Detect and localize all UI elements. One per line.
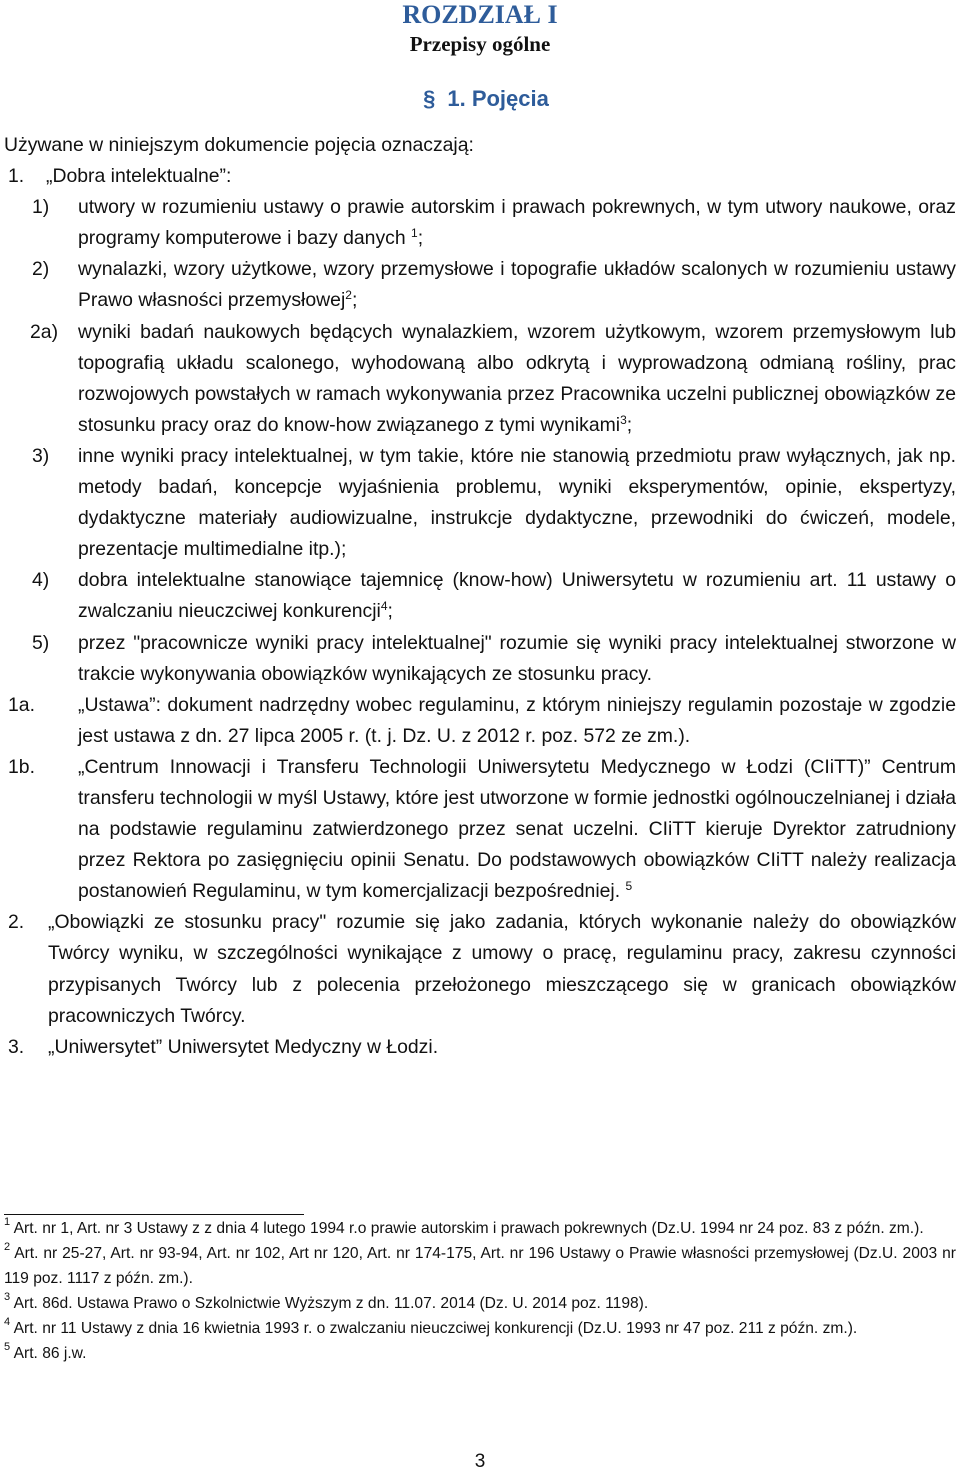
sub-item-3 [32, 441, 956, 565]
item-end: ; [626, 413, 633, 436]
sub-item-4 [32, 565, 956, 627]
item-label: 1) [32, 196, 50, 219]
footnote [4, 1316, 956, 1341]
item-label: 1a. [8, 693, 35, 716]
footnote [4, 1291, 956, 1316]
item-text: utwory w rozumieniu ustawy o prawie autorskim i prawach pokrewnych, w tym utwory naukowe, oraz programy komputerowe i bazy danych [78, 196, 956, 250]
sub-item-5 [32, 628, 956, 690]
footnote-ref: 3 [620, 412, 627, 427]
item-body [78, 254, 956, 316]
section-symbol: § [423, 86, 436, 111]
item-label: 3. [8, 1035, 25, 1058]
item-end: ; [351, 289, 358, 312]
list-item-1 [4, 161, 956, 192]
footnote [4, 1216, 956, 1241]
item-body [78, 752, 956, 907]
chapter-subtitle: Przepisy ogólne [409, 32, 551, 56]
item-end: ; [417, 227, 424, 250]
footnote-text: Art. 86 j.w. [13, 1345, 87, 1362]
item-text: „Centrum Innowacji i Transferu Technologii Uniwersytetu Medycznego w Łodzi (CIiTT)” Centrum transferu technologii w myśl Ustawy, które jest utworzone w formie jednostki ogólnouczelnianej i działa na podstawie regulaminu zatwierdzonego przez senat uczelni. CIiTT kieruje Dyrektor zatrudniony przez Rektora po zasięgnięciu opinii Senatu. Do podstawowych obowiązków CIiTT należy realizacja postanowień Regulaminu, w tym komercjalizacji bezpośredniej. [78, 755, 957, 903]
sub-item-2 [32, 254, 956, 316]
item-text: „Obowiązki ze stosunku pracy" rozumie się jako zadania, których wykonanie należy do obowiązków Twórcy wyniku, w szczególności wynikające z umowy o pracę, regulaminu pracy, zakresu czynności przypisanych Twórcy lub z polecenia przełożonego mieszczącego się w granicach obowiązków pracowniczych Twórcy. [48, 911, 956, 1027]
chapter-title: ROZDZIAŁ I [402, 0, 558, 29]
footnote-ref: 1 [411, 226, 418, 241]
intro-text: Używane w niniejszym dokumencie pojęcia oznaczają: [4, 134, 474, 156]
item-text: „Ustawa”: dokument nadrzędny wobec regulaminu, z którym niniejszy regulamin pozostaje w zgodzie jest ustawa z dn. 27 lipca 2005 r. (t. j. Dz. U. z 2012 r. poz. 572 ze zm.). [78, 693, 956, 747]
footnote-number: 4 [4, 1316, 11, 1328]
item-label: 2) [32, 258, 50, 281]
footnote-ref: 4 [380, 599, 388, 614]
footnotes [4, 1216, 956, 1366]
section-title: 1. Pojęcia [447, 86, 549, 111]
footnote-text: Art. nr 11 Ustawy z dnia 16 kwietnia 1993 r. o zwalczaniu nieuczciwej konkurencji (Dz.U. 1993 nr 47 poz. 211 z późn. zm.). [13, 1320, 858, 1337]
item-end: ; [387, 600, 393, 623]
list-item-1a [4, 690, 956, 752]
sub-item-1 [32, 192, 956, 254]
item-label: 2. [8, 911, 25, 934]
document-body [4, 130, 956, 1063]
item-label: 3) [32, 444, 50, 467]
item-text: „Dobra intelektualne”: [46, 165, 232, 188]
footnote-number: 2 [4, 1241, 11, 1253]
footnote-text: Art. nr 25-27, Art. nr 93-94, Art. nr 102, Art nr 120, Art. nr 174-175, Art. nr 196 Ustawy o Prawie własności przemysłowej (Dz.U. 2003 nr 119 poz. 1117 z późn. zm.). [4, 1245, 956, 1287]
item-text: wynalazki, wzory użytkowe, wzory przemysłowe i topografie układów scalonych w rozumieniu ustawy Prawo własności przemysłowej [78, 258, 956, 312]
footnote-text: Art. nr 1, Art. nr 3 Ustawy z z dnia 4 lutego 1994 r.o prawie autorskim i prawach pokrewnych (Dz.U. 1994 nr 24 poz. 83 z późn. zm.). [13, 1220, 924, 1237]
footnote-number: 1 [4, 1216, 11, 1228]
item-text: „Uniwersytet” Uniwersytet Medyczny w Łodzi. [48, 1035, 439, 1058]
item-text: przez "pracownicze wyniki pracy intelektualnej" rozumie się wyniki pracy intelektualnej stworzone w trakcie wykonywania obowiązków wynikających ze stosunku pracy. [78, 631, 956, 685]
footnote-number: 5 [4, 1341, 11, 1353]
item-text: dobra intelektualne stanowiące tajemnicę (know-how) Uniwersytetu w rozumieniu art. 11 ustawy o zwalczaniu nieuczciwej konkurencji [78, 569, 956, 623]
item-label: 5) [32, 631, 50, 654]
item-body [78, 317, 956, 441]
footnote-ref: 2 [345, 288, 352, 303]
footnote-ref: 5 [625, 879, 633, 894]
item-label: 2a) [30, 320, 59, 343]
footnote [4, 1341, 956, 1366]
footnote [4, 1241, 956, 1291]
item-body [78, 565, 956, 627]
footnote-text: Art. 86d. Ustawa Prawo o Szkolnictwie Wyższym z dn. 11.07. 2014 (Dz. U. 2014 poz. 1198). [13, 1295, 649, 1312]
page-number: 3 [474, 1451, 486, 1472]
item-text: wyniki badań naukowych będących wynalazkiem, wzorem użytkowym, wzorem przemysłowym lub topografią układu scalonego, wyhodowaną albo odkrytą i wyprowadzoną odmianą rośliny, prac rozwojowych powstałych w ramach wykonywania przez Pracownika uczelni publicznej obowiązków ze stosunku pracy oraz do know-how związanego z tymi wynikami [78, 320, 956, 436]
sub-item-2a [4, 317, 956, 441]
item-body [78, 192, 956, 254]
item-label: 1b. [8, 755, 35, 778]
footnote-number: 3 [4, 1291, 11, 1303]
list-item-1b [4, 752, 956, 907]
list-item-2 [4, 907, 956, 1031]
item-text: inne wyniki pracy intelektualnej, w tym takie, które nie stanowią przedmiotu praw wyłącznych, jak np. metody badań, koncepcje wyjaśnienia problemu, wyniki eksperymentów, opinie, ekspertyzy, dydaktyczne materiały audiowizualne, instrukcje dydaktyczne, przewodniki do ćwiczeń, modele, prezentacje multimedialne itp.); [78, 444, 956, 561]
item-label: 1. [8, 165, 25, 188]
section-heading [0, 84, 960, 114]
item-label: 4) [32, 569, 50, 592]
list-item-3 [4, 1032, 956, 1063]
footnote-separator [4, 1214, 304, 1215]
